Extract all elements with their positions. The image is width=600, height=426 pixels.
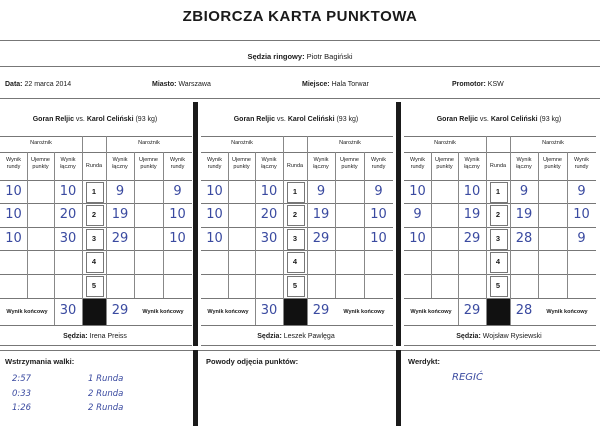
final-score-blank [284,299,307,325]
corner-label-left: Narożnik [231,140,253,146]
right-total-score: 9 [316,184,326,199]
column-header-minus_points: Ujemne punkty [543,157,562,170]
grid-line [404,136,596,137]
judge-value: Leszek Pawlęga [283,333,335,340]
final-score-label-left: Wynik końcowy [6,309,48,315]
final-score-blank [487,299,510,325]
grid-line [283,136,284,298]
final-score-right: 29 [111,303,129,318]
round-number: 5 [292,281,298,290]
grid-line [228,152,229,298]
left-total-score: 10 [463,184,481,199]
card-separator [396,102,401,346]
breaks-label: Wstrzymania walki: [5,357,75,366]
fight-fighter2: Karol Celiński [287,116,335,123]
left-total-score: 19 [463,207,481,222]
final-score-label-right: Wynik końcowy [546,309,588,315]
corner-label-right: Narożnik [138,140,160,146]
fight-vs: vs. [75,116,85,123]
fight-weight: (93 kg) [336,116,359,123]
promoter-value: KSW [487,81,504,88]
final-score-right: 29 [312,303,330,318]
column-header-total_score: Wynik łączny [60,157,76,170]
round-number: 3 [292,234,298,243]
grid-line [404,345,596,346]
break-2-round: 2 Runda [88,389,124,399]
judge-name [201,333,391,340]
grid-line [335,152,336,298]
fight-weight: (93 kg) [539,116,562,123]
grid-line [0,325,192,326]
right-round-score: 9 [577,231,586,246]
right-round-score: 10 [169,207,186,222]
judge-value: Irena Preiss [89,333,127,340]
break-3-time: 1:26 [12,403,32,413]
column-divider [396,350,401,426]
column-header-round_score: Wynik rundy [410,157,425,170]
fight-title [404,116,594,123]
left-total-score: 29 [463,231,481,246]
break-1-time: 2:57 [12,374,32,384]
divider [0,98,600,99]
round-number: 2 [292,210,298,219]
right-round-score: 9 [374,184,383,199]
column-divider [193,350,198,426]
right-total-score: 19 [312,207,330,222]
date-value: 22 marca 2014 [24,81,72,88]
right-total-score: 29 [111,231,129,246]
grid-line [82,136,83,298]
round-number: 2 [91,210,97,219]
left-round-score: 10 [409,184,426,199]
round-number: 5 [495,281,501,290]
verdict-label: Werdykt: [408,357,440,366]
column-header-round_score: Wynik rundy [207,157,222,170]
left-total-score: 20 [260,207,278,222]
left-total-score: 30 [59,231,77,246]
final-score-label-left: Wynik końcowy [410,309,452,315]
venue-field [302,81,369,88]
grid-line [538,152,539,298]
final-score-label-left: Wynik końcowy [207,309,249,315]
column-header-round: Runda [286,163,304,169]
grid-line [163,152,164,298]
grid-line [201,136,393,137]
corner-label-left: Narożnik [434,140,456,146]
left-round-score: 10 [409,231,426,246]
verdict-value: REGIĆ [452,372,483,383]
column-header-total_score: Wynik łączny [313,157,329,170]
corner-label-right: Narożnik [542,140,564,146]
column-header-round_score: Wynik rundy [6,157,21,170]
right-round-score: 10 [169,231,186,246]
round-number: 2 [495,210,501,219]
round-number: 1 [292,187,298,196]
city-value: Warszawa [178,81,211,88]
grid-line [255,152,256,298]
left-total-score: 30 [260,231,278,246]
left-round-score: 10 [5,207,22,222]
right-total-score: 9 [519,184,529,199]
fight-weight: (93 kg) [135,116,158,123]
right-total-score: 19 [515,207,533,222]
card-separator [193,102,198,346]
ring-referee [0,52,600,61]
round-number: 4 [292,257,298,266]
final-score-left: 29 [463,303,481,318]
left-total-score: 20 [59,207,77,222]
column-header-minus_points: Ujemne punkty [139,157,158,170]
fight-title [201,116,391,123]
left-round-score: 10 [206,231,223,246]
round-number: 5 [91,281,97,290]
fight-fighter1: Goran Reljic [436,116,478,123]
right-round-score: 10 [370,231,387,246]
grid-line [0,136,192,137]
final-score-label-right: Wynik końcowy [142,309,184,315]
fight-title [0,116,190,123]
judge-name [0,333,190,340]
round-number: 3 [495,234,501,243]
left-round-score: 10 [206,207,223,222]
judge-name [404,333,594,340]
final-score-right: 28 [515,303,533,318]
column-header-minus_points: Ujemne punkty [435,157,454,170]
grid-line [0,345,192,346]
column-header-minus_points: Ujemne punkty [232,157,251,170]
final-score-left: 30 [260,303,278,318]
grid-line [201,325,393,326]
divider [0,66,600,67]
fight-fighter2: Karol Celiński [86,116,134,123]
round-number: 1 [91,187,97,196]
city-field [152,81,211,88]
right-total-score: 29 [312,231,330,246]
grid-line [458,152,459,298]
column-header-minus_points: Ujemne punkty [31,157,50,170]
fight-vs: vs. [276,116,286,123]
promoter-field [452,81,504,88]
grid-line [134,152,135,298]
left-round-score: 9 [413,207,422,222]
round-number: 1 [495,187,501,196]
fight-vs: vs. [479,116,489,123]
right-round-score: 10 [370,207,387,222]
fight-fighter2: Karol Celiński [490,116,538,123]
round-number: 3 [91,234,97,243]
fight-fighter1: Goran Reljic [32,116,74,123]
final-score-label-right: Wynik końcowy [343,309,385,315]
right-round-score: 9 [577,184,586,199]
judge-label: Sędzia: [257,333,282,340]
judge-label: Sędzia: [456,333,481,340]
left-round-score: 10 [5,184,22,199]
corner-label-left: Narożnik [30,140,52,146]
promoter-label: Promotor: [452,81,486,88]
corner-label-right: Narożnik [339,140,361,146]
venue-label: Miejsce: [302,81,330,88]
column-header-minus_points: Ujemne punkty [340,157,359,170]
round-number: 4 [495,257,501,266]
judge-label: Sędzia: [63,333,88,340]
divider [0,350,600,351]
grid-line [201,345,393,346]
column-header-round_score: Wynik rundy [371,157,386,170]
final-score-blank [83,299,106,325]
left-total-score: 10 [59,184,77,199]
city-label: Miasto: [152,81,177,88]
date-field [5,81,71,88]
grid-line [27,152,28,298]
divider [0,40,600,41]
venue-value: Hala Torwar [331,81,369,88]
column-header-round_score: Wynik rundy [574,157,589,170]
grid-line [567,152,568,298]
right-total-score: 9 [115,184,125,199]
judge-value: Wojsław Rysiewski [482,333,542,340]
column-header-round: Runda [85,163,103,169]
page-title: ZBIORCZA KARTA PUNKTOWA [182,8,418,25]
grid-line [486,136,487,298]
column-header-total_score: Wynik łączny [464,157,480,170]
column-header-round: Runda [489,163,507,169]
left-total-score: 10 [260,184,278,199]
ring-referee-label: Sędzia ringowy: [247,52,305,61]
grid-line [54,152,55,298]
break-1-round: 1 Runda [88,374,124,384]
column-header-total_score: Wynik łączny [516,157,532,170]
right-round-score: 10 [573,207,590,222]
grid-line [431,152,432,298]
left-round-score: 10 [206,184,223,199]
date-label: Data: [5,81,23,88]
left-round-score: 10 [5,231,22,246]
final-score-left: 30 [59,303,77,318]
right-total-score: 19 [111,207,129,222]
grid-line [404,325,596,326]
column-header-total_score: Wynik łączny [112,157,128,170]
deduction-label: Powody odjęcia punktów: [206,357,299,366]
column-header-total_score: Wynik łączny [261,157,277,170]
grid-line [364,152,365,298]
right-round-score: 9 [173,184,182,199]
fight-fighter1: Goran Reljic [233,116,275,123]
column-header-round_score: Wynik rundy [170,157,185,170]
ring-referee-value: Piotr Bagiński [306,52,353,61]
break-3-round: 2 Runda [88,403,124,413]
break-2-time: 0:33 [12,389,32,399]
round-number: 4 [91,257,97,266]
right-total-score: 28 [515,231,533,246]
